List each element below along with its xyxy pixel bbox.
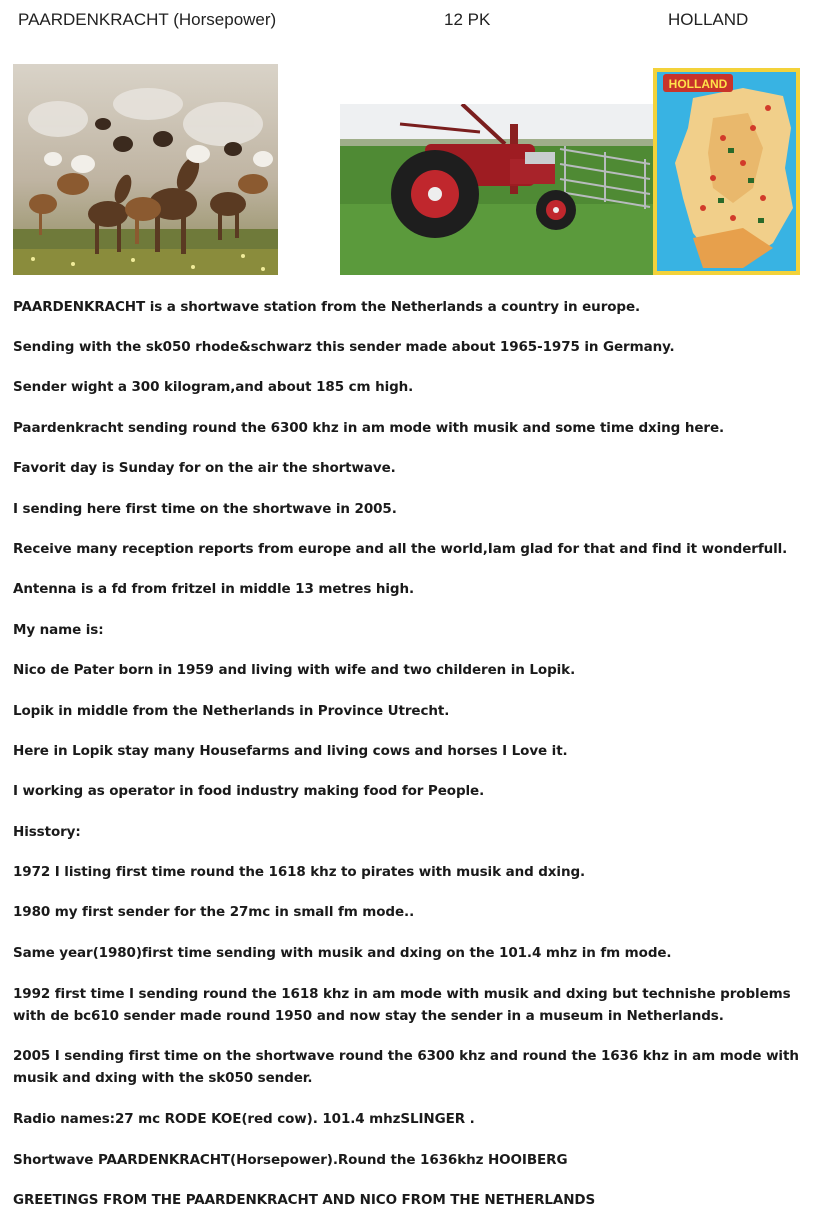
paragraph: I sending here first time on the shortwave in 2005. <box>13 501 397 517</box>
paragraph: 1972 I listing first time round the 1618 khz to pirates with musik and dxing. <box>13 864 586 880</box>
paragraph: Shortwave PAARDENKRACHT(Horsepower).Round the 1636khz HOOIBERG <box>13 1152 568 1168</box>
paragraph: Sender wight a 300 kilogram,and about 185 cm high. <box>13 379 414 395</box>
paragraph: PAARDENKRACHT is a shortwave station from the Netherlands a country in europe. <box>13 299 641 315</box>
paragraph: 2005 I sending first time on the shortwave round the 6300 khz and round the 1636 khz in am mode with musik and dxing with the sk050 sender. <box>13 1048 799 1086</box>
paragraph: Sending with the sk050 rhode&schwarz this sender made about 1965-1975 in Germany. <box>13 339 675 355</box>
page-title: PAARDENKRACHT (Horsepower) <box>18 10 277 29</box>
paragraph: Paardenkracht sending round the 6300 khz in am mode with musik and some time dxing here. <box>13 420 725 436</box>
horses-photo <box>13 64 278 275</box>
paragraph: My name is: <box>13 622 104 638</box>
closing-greeting: GREETINGS FROM THE PAARDENKRACHT AND NICO FROM THE NETHERLANDS <box>13 1192 596 1208</box>
power-rating: 12 PK <box>444 10 491 29</box>
paragraph: Lopik in middle from the Netherlands in Province Utrecht. <box>13 703 450 719</box>
paragraph: 1980 my first sender for the 27mc in small fm mode.. <box>13 904 415 920</box>
paragraph: 1992 first time I sending round the 1618 khz in am mode with musik and dxing but technishe problems with de bc610 sender made round 1950 and now stay the sender in a museum in Netherlands. <box>13 986 791 1024</box>
paragraph: Favorit day is Sunday for on the air the shortwave. <box>13 460 396 476</box>
tractor-photo <box>340 104 654 275</box>
map-title: HOLLAND <box>668 77 728 91</box>
paragraph: Antenna is a fd from fritzel in middle 13 metres high. <box>13 581 415 597</box>
paragraph: Receive many reception reports from europe and all the world,Iam glad for that and find it wonderfull. <box>13 541 788 557</box>
section-heading: Hisstory: <box>13 824 81 840</box>
country-label: HOLLAND <box>668 10 749 29</box>
paragraph: Nico de Pater born in 1959 and living with wife and two childeren in Lopik. <box>13 662 576 678</box>
paragraph: I working as operator in food industry making food for People. <box>13 783 485 799</box>
holland-map <box>653 68 800 275</box>
paragraph: Radio names:27 mc RODE KOE(red cow). 101.4 mhzSLINGER . <box>13 1111 475 1127</box>
paragraph: Here in Lopik stay many Housefarms and living cows and horses I Love it. <box>13 743 568 759</box>
paragraph: Same year(1980)first time sending with musik and dxing on the 101.4 mhz in fm mode. <box>13 945 672 961</box>
